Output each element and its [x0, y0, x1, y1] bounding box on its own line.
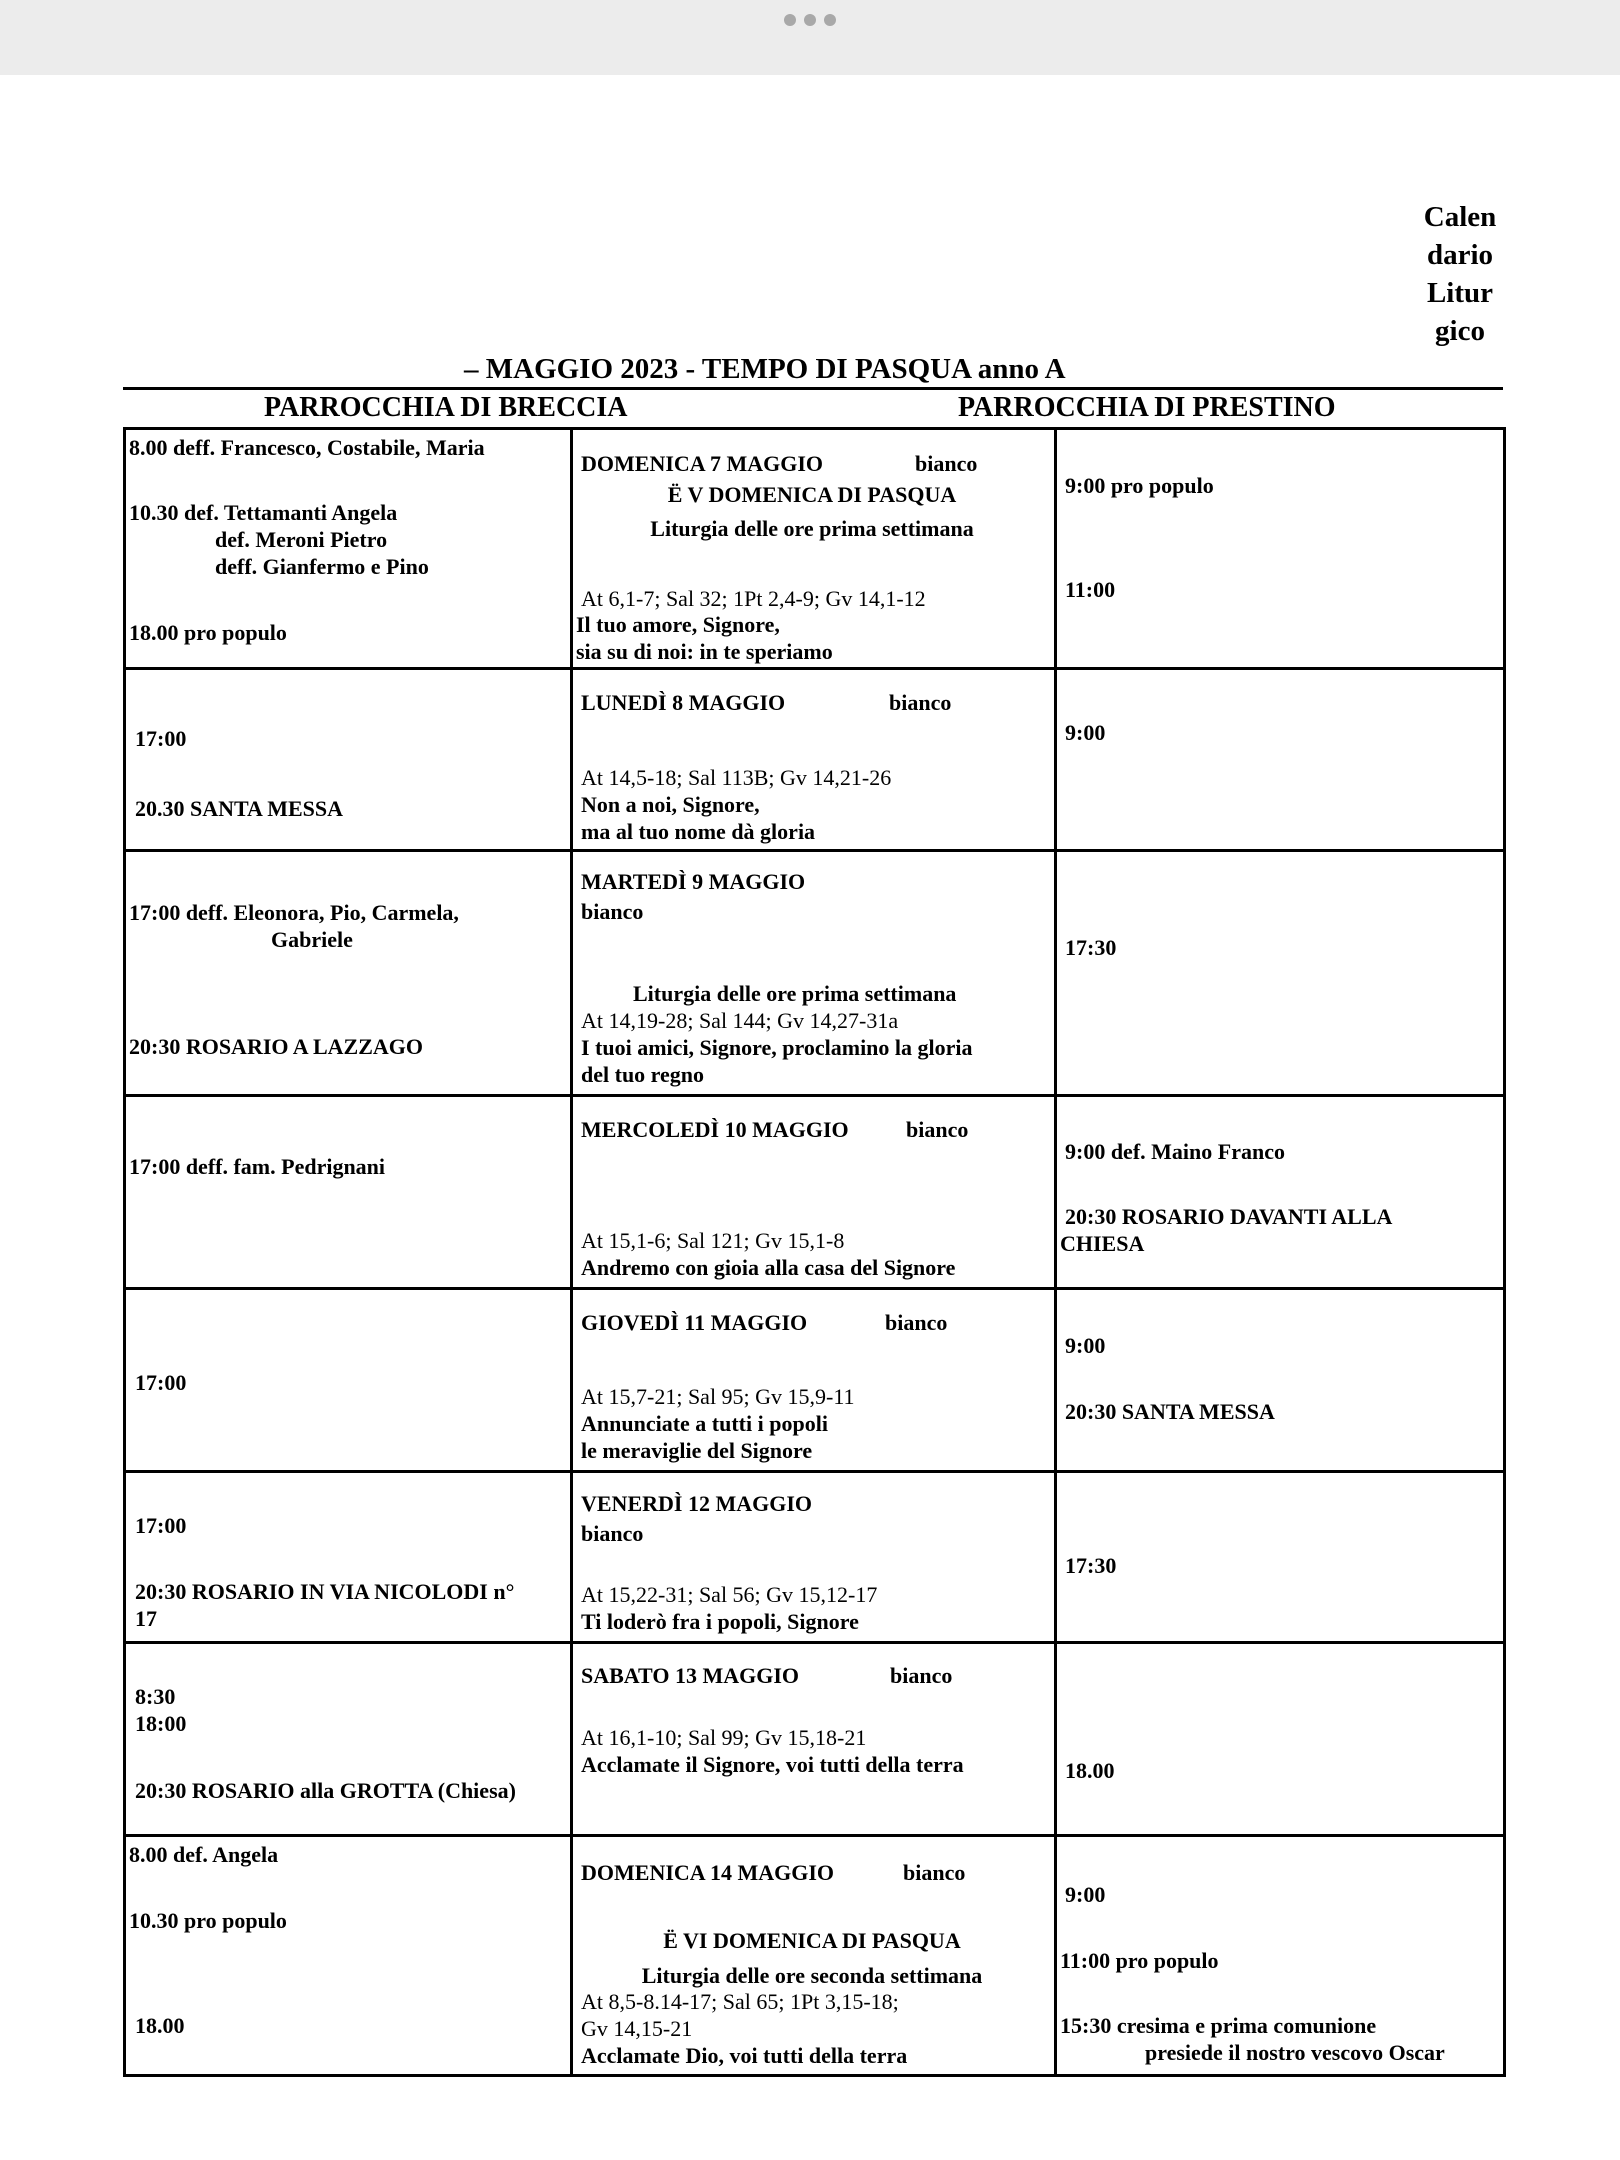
- mass-entry: 8.00 def. Angela: [129, 1842, 279, 1867]
- psalm-line: le meraviglie del Signore: [581, 1438, 813, 1463]
- prestino-cell: [1056, 1836, 1505, 2076]
- liturgical-color: bianco: [885, 1310, 948, 1335]
- prestino-cell: [1056, 1643, 1505, 1836]
- table-row: [125, 669, 1505, 851]
- breccia-cell: [125, 429, 572, 669]
- prestino-cell: [1056, 1289, 1505, 1472]
- page-title: – MAGGIO 2023 - TEMPO DI PASQUA anno A: [464, 353, 1066, 385]
- mass-entry: 8.00 deff. Francesco, Costabile, Maria: [129, 435, 485, 460]
- side-title-line: Litur: [1426, 277, 1494, 309]
- day-heading: MARTEDÌ 9 MAGGIO: [581, 869, 806, 894]
- day-heading: GIOVEDÌ 11 MAGGIO: [581, 1310, 808, 1335]
- mass-entry: 20:30 ROSARIO DAVANTI ALLA: [1065, 1204, 1393, 1229]
- breccia-cell: [125, 1289, 572, 1472]
- readings: At 14,19-28; Sal 144; Gv 14,27-31a: [581, 1008, 899, 1033]
- liturgy-cell: [572, 1643, 1056, 1836]
- mass-entry: 9:00: [1065, 720, 1106, 745]
- day-heading: MERCOLEDÌ 10 MAGGIO: [581, 1117, 849, 1142]
- psalm-line: Ti loderò fra i popoli, Signore: [581, 1609, 859, 1634]
- liturgical-color: bianco: [581, 1521, 644, 1546]
- liturgical-color: bianco: [889, 690, 952, 715]
- readings: At 15,22-31; Sal 56; Gv 15,12-17: [581, 1582, 878, 1607]
- mass-entry: 9:00: [1065, 1333, 1106, 1358]
- prestino-cell: [1056, 1472, 1505, 1643]
- mass-entry: Gabriele: [271, 927, 353, 952]
- readings: Gv 14,15-21: [581, 2016, 693, 2041]
- mass-entry: 20:30 ROSARIO IN VIA NICOLODI n°: [135, 1579, 515, 1604]
- liturgical-color: bianco: [581, 899, 644, 924]
- mass-entry: 20:30 ROSARIO alla GROTTA (Chiesa): [135, 1778, 516, 1803]
- day-heading: DOMENICA 7 MAGGIO: [581, 451, 823, 476]
- breccia-cell: [125, 669, 572, 851]
- mass-entry: CHIESA: [1060, 1231, 1145, 1256]
- breccia-cell: [125, 1643, 572, 1836]
- side-title-line: gico: [1435, 315, 1485, 347]
- readings: At 14,5-18; Sal 113B; Gv 14,21-26: [581, 765, 892, 790]
- liturgy-cell: [572, 1836, 1056, 2076]
- parish-breccia-heading: PARROCCHIA DI BRECCIA: [264, 392, 628, 423]
- readings: At 8,5-8.14-17; Sal 65; 1Pt 3,15-18;: [581, 1989, 899, 2014]
- prestino-cell: [1056, 429, 1505, 669]
- prestino-cell: [1056, 851, 1505, 1096]
- liturgy-hours: Liturgia delle ore prima settimana: [650, 516, 974, 541]
- breccia-cell: [125, 1836, 572, 2076]
- side-title-line: dario: [1426, 239, 1494, 271]
- readings: At 6,1-7; Sal 32; 1Pt 2,4-9; Gv 14,1-12: [581, 586, 926, 611]
- day-heading: VENERDÌ 12 MAGGIO: [581, 1491, 813, 1516]
- feast-title: Ë VI DOMENICA DI PASQUA: [663, 1928, 961, 1953]
- psalm-line: Non a noi, Signore,: [581, 792, 760, 817]
- mass-entry: 18.00: [135, 2013, 185, 2038]
- breccia-cell: [125, 851, 572, 1096]
- prestino-cell: [1056, 669, 1505, 851]
- prestino-cell: [1056, 1096, 1505, 1289]
- readings: At 15,1-6; Sal 121; Gv 15,1-8: [581, 1228, 845, 1253]
- day-heading: SABATO 13 MAGGIO: [581, 1663, 799, 1688]
- mass-entry: 10.30 pro populo: [129, 1908, 287, 1933]
- breccia-cell: [125, 1472, 572, 1643]
- day-heading: LUNEDÌ 8 MAGGIO: [581, 690, 786, 715]
- psalm-line: Il tuo amore, Signore,: [576, 612, 780, 637]
- readings: At 16,1-10; Sal 99; Gv 15,18-21: [581, 1725, 867, 1750]
- mass-entry: 15:30 cresima e prima comunione: [1060, 2013, 1377, 2038]
- mass-entry: 17: [135, 1606, 157, 1631]
- mass-entry: deff. Gianfermo e Pino: [215, 554, 429, 579]
- title-divider: [123, 387, 1503, 390]
- liturgy-cell: [572, 1472, 1056, 1643]
- day-heading: DOMENICA 14 MAGGIO: [581, 1860, 834, 1885]
- mass-entry: 17:00 deff. Eleonora, Pio, Carmela,: [129, 900, 459, 925]
- psalm-line: Acclamate il Signore, voi tutti della terra: [581, 1752, 964, 1777]
- mass-entry: 9:00: [1065, 1882, 1106, 1907]
- feast-title: Ë V DOMENICA DI PASQUA: [667, 482, 957, 507]
- mass-entry: 9:00 def. Maino Franco: [1065, 1139, 1285, 1164]
- table-row: [125, 1836, 1505, 2076]
- calendar-table: [123, 427, 1506, 2077]
- mass-entry: 20:30 ROSARIO A LAZZAGO: [129, 1034, 423, 1059]
- psalm-line: Acclamate Dio, voi tutti della terra: [581, 2043, 908, 2068]
- mass-entry: presiede il nostro vescovo Oscar: [1145, 2040, 1445, 2065]
- browser-top-bar: [0, 0, 1620, 75]
- liturgical-color: bianco: [890, 1663, 953, 1688]
- psalm-line: sia su di noi: in te speriamo: [576, 639, 833, 664]
- mass-entry: 20:30 SANTA MESSA: [1065, 1399, 1275, 1424]
- more-options-icon[interactable]: [784, 14, 836, 26]
- table-row: [125, 851, 1505, 1096]
- mass-entry: 17:30: [1065, 1553, 1117, 1578]
- mass-entry: 10.30 def. Tettamanti Angela: [129, 500, 398, 525]
- side-title: [1400, 198, 1520, 350]
- table-row: [125, 1472, 1505, 1643]
- mass-entry: 11:00 pro populo: [1060, 1948, 1219, 1973]
- breccia-cell: [125, 1096, 572, 1289]
- mass-entry: 17:00 deff. fam. Pedrignani: [129, 1154, 386, 1179]
- mass-entry: 17:00: [135, 1370, 187, 1395]
- liturgy-cell: [572, 1289, 1056, 1472]
- mass-entry: 8:30: [135, 1684, 176, 1709]
- table-row: [125, 1289, 1505, 1472]
- mass-entry: 17:30: [1065, 935, 1117, 960]
- psalm-line: Andremo con gioia alla casa del Signore: [581, 1255, 956, 1280]
- liturgy-cell: [572, 669, 1056, 851]
- mass-entry: def. Meroni Pietro: [215, 527, 388, 552]
- table-row: [125, 429, 1505, 669]
- liturgy-hours: Liturgia delle ore prima settimana: [633, 981, 957, 1006]
- mass-entry: 20.30 SANTA MESSA: [135, 796, 344, 821]
- parish-prestino-heading: PARROCCHIA DI PRESTINO: [958, 392, 1336, 423]
- psalm-line: Annunciate a tutti i popoli: [581, 1411, 828, 1436]
- table-row: [125, 1096, 1505, 1289]
- psalm-line: del tuo regno: [581, 1062, 705, 1087]
- liturgical-color: bianco: [915, 451, 978, 476]
- readings: At 15,7-21; Sal 95; Gv 15,9-11: [581, 1384, 855, 1409]
- psalm-line: ma al tuo nome dà gloria: [581, 819, 816, 844]
- liturgical-color: bianco: [906, 1117, 969, 1142]
- psalm-line: I tuoi amici, Signore, proclamino la gloria: [581, 1035, 973, 1060]
- mass-entry: 9:00 pro populo: [1065, 473, 1214, 498]
- mass-entry: 17:00: [135, 726, 187, 751]
- mass-entry: 11:00: [1065, 577, 1116, 602]
- side-title-line: Calen: [1423, 201, 1497, 233]
- liturgy-cell: [572, 429, 1056, 669]
- mass-entry: 17:00: [135, 1513, 187, 1538]
- mass-entry: 18.00 pro populo: [129, 620, 287, 645]
- mass-entry: 18:00: [135, 1711, 187, 1736]
- liturgical-color: bianco: [903, 1860, 966, 1885]
- table-row: [125, 1643, 1505, 1836]
- liturgy-cell: [572, 1096, 1056, 1289]
- mass-entry: 18.00: [1065, 1758, 1115, 1783]
- liturgy-hours: Liturgia delle ore seconda settimana: [641, 1963, 983, 1988]
- liturgy-cell: [572, 851, 1056, 1096]
